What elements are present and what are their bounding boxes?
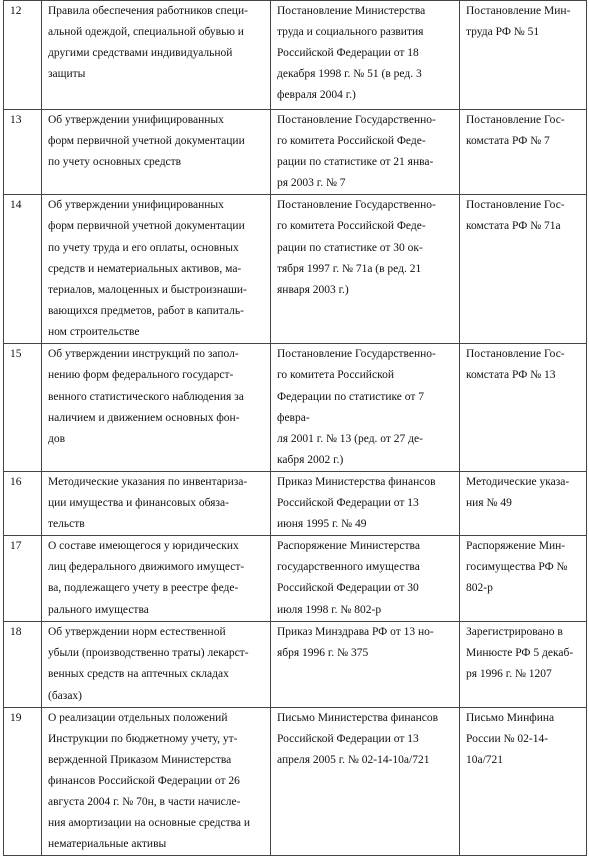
approving-act: Приказ Министерства финансов Российской Федерации от 13 июня 1995 г. № 49 xyxy=(271,471,460,535)
row-number: 16 xyxy=(4,471,42,535)
approving-act: Постановление Государственно- го комитета Российской Федерации по статистике от 7 февра- ля 2001 г. № 13 (ред. от 27 де- кабря 2002 г.) xyxy=(271,344,460,472)
document-title: О составе имеющегося у юридических лиц федерального движимого имущест- ва, подлежащего учету в реестре феде- рального имущества xyxy=(42,536,271,622)
table-row xyxy=(4,536,587,622)
regulations-table xyxy=(3,0,587,856)
table-row xyxy=(4,110,587,195)
table-row xyxy=(4,1,587,110)
short-reference: Методические указа- ния № 49 xyxy=(460,471,587,535)
document-title: Правила обеспечения работников специ- альной одеждой, специальной обувью и другими средствами индивидуальной защиты xyxy=(42,1,271,110)
approving-act: Постановление Государственно- го комитета Российской Феде- рации по статистике от 21 янва- ря 2003 г. № 7 xyxy=(271,110,460,195)
table-row xyxy=(4,344,587,472)
approving-act: Постановление Государственно- го комитета Российской Феде- рации по статистике от 30 ок- тября 1997 г. № 71а (в ред. 21 января 2003 г.) xyxy=(271,195,460,344)
short-reference: Постановление Мин- труда РФ № 51 xyxy=(460,1,587,110)
approving-act: Постановление Министерства труда и социального развития Российской Федерации от 18 декабря 1998 г. № 51 (в ред. 3 февраля 2004 г.) xyxy=(271,1,460,110)
row-number: 18 xyxy=(4,622,42,707)
table-row xyxy=(4,195,587,344)
approving-act: Письмо Министерства финансов Российской Федерации от 13 апреля 2005 г. № 02-14-10а/721 xyxy=(271,707,460,856)
table-row xyxy=(4,707,587,856)
document-title: О реализации отдельных положений Инструкции по бюджетному учету, ут- вержденной Приказом Министерства финансов Российской Федерации от 26 августа 2004 г. № 70н, в части начисле- ния амортизации на основные средства и нематериальные активы xyxy=(42,707,271,856)
row-number: 12 xyxy=(4,1,42,110)
short-reference: Зарегистрировано в Минюсте РФ 5 декаб- ря 1996 г. № 1207 xyxy=(460,622,587,707)
table-row xyxy=(4,622,587,707)
document-title: Об утверждении унифицированных форм первичной учетной документации по учету труда и его оплаты, основных средств и нематериальных активов, ма- териалов, малоценных и быстроизнаши- вающихся предметов, работ в капиталь- ном строительстве xyxy=(42,195,271,344)
document-title: Методические указания по инвентаризa- ции имущества и финансовых обяза- тельств xyxy=(42,471,271,535)
short-reference: Письмо Минфина России № 02-14- 10а/721 xyxy=(460,707,587,856)
short-reference: Постановление Гос- комстата РФ № 71а xyxy=(460,195,587,344)
short-reference: Постановление Гос- комстата РФ № 13 xyxy=(460,344,587,472)
row-number: 15 xyxy=(4,344,42,472)
approving-act: Распоряжение Министерства государственного имущества Российской Федерации от 30 июля 1998 г. № 802-р xyxy=(271,536,460,622)
document-title: Об утверждении унифицированных форм первичной учетной документации по учету основных средств xyxy=(42,110,271,195)
table-row xyxy=(4,471,587,535)
row-number: 14 xyxy=(4,195,42,344)
document-title: Об утверждении норм естественной убыли (производственно траты) лекарст- венных средств на аптечных складах (базах) xyxy=(42,622,271,707)
short-reference: Постановление Гос- комстата РФ № 7 xyxy=(460,110,587,195)
row-number: 13 xyxy=(4,110,42,195)
approving-act: Приказ Минздрава РФ от 13 но- ября 1996 г. № 375 xyxy=(271,622,460,707)
row-number: 17 xyxy=(4,536,42,622)
short-reference: Распоряжение Мин- госимущества РФ № 802-р xyxy=(460,536,587,622)
row-number: 19 xyxy=(4,707,42,856)
document-title: Об утверждении инструкций по запол- нению форм федерального государст- венного статистического наблюдения за наличием и движением основных фон- дов xyxy=(42,344,271,472)
